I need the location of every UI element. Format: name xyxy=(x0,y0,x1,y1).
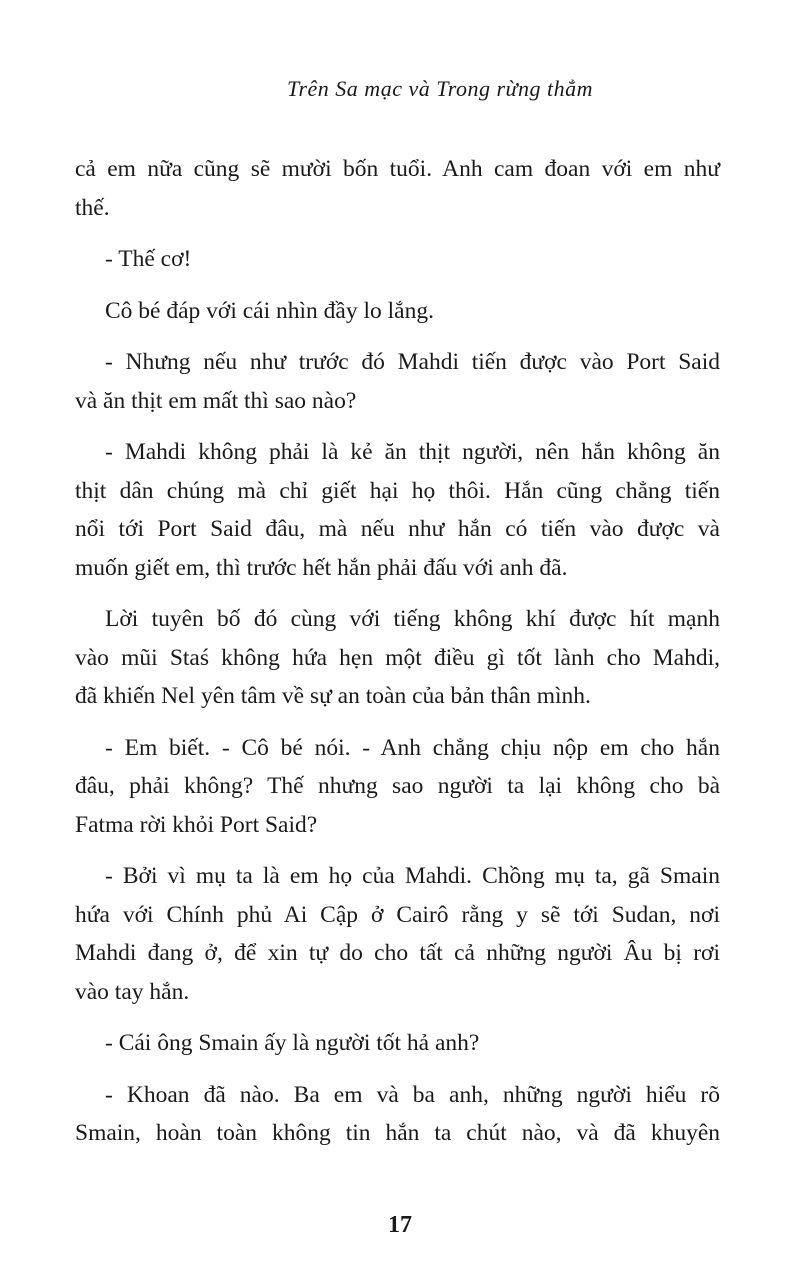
text-line: và ăn thịt em mất thì sao nào? xyxy=(75,387,357,414)
running-header: Trên Sa mạc và Trong rừng thẳm xyxy=(286,76,594,101)
text-line: - Cái ông Smain ấy là người tốt hả anh? xyxy=(105,1030,480,1056)
paragraph xyxy=(75,1024,720,1063)
text-line: muốn giết em, thì trước hết hắn phải đấu với anh đã. xyxy=(75,554,568,581)
paragraph xyxy=(75,1076,720,1153)
paragraph xyxy=(75,857,720,1011)
text-line: Fatma rời khỏi Port Said? xyxy=(75,811,318,838)
text-line: - Em biết. - Cô bé nói. - Anh chẳng chịu nộp em cho hắn xyxy=(105,734,720,761)
text-line: cả em nữa cũng sẽ mười bốn tuổi. Anh cam đoan với em như xyxy=(75,156,720,182)
text-line: vào mũi Staś không hứa hẹn một điều gì tốt lành cho Mahdi, xyxy=(75,644,720,671)
text-line: - Bởi vì mụ ta là em họ của Mahdi. Chồng mụ ta, gã Smain xyxy=(105,863,720,889)
text-line: Lời tuyên bố đó cùng với tiếng không khí được hít mạnh xyxy=(105,606,720,632)
text-line: hứa với Chính phủ Ai Cập ở Cairô rằng y sẽ tới Sudan, nơi xyxy=(75,901,720,928)
text-line: đâu, phải không? Thế nhưng sao người ta lại không cho bà xyxy=(75,773,720,799)
page-number: 17 xyxy=(388,1212,412,1238)
text-line: thịt dân chúng mà chỉ giết hại họ thôi. Hắn cũng chẳng tiến xyxy=(75,477,720,504)
text-line: - Mahdi không phải là kẻ ăn thịt người, nên hắn không ăn xyxy=(105,439,720,465)
text-line: Cô bé đáp với cái nhìn đầy lo lắng. xyxy=(105,297,434,324)
text-line: - Khoan đã nào. Ba em và ba anh, những người hiểu rõ xyxy=(105,1081,720,1108)
text-line: thế. xyxy=(75,194,110,221)
text-line: vào tay hắn. xyxy=(75,978,190,1005)
paragraph xyxy=(75,433,720,587)
text-line: Mahdi đang ở, để xin tự do cho tất cả những người Âu bị rơi xyxy=(75,940,720,966)
paragraph xyxy=(75,292,720,331)
text-line: - Nhưng nếu như trước đó Mahdi tiến được vào Port Said xyxy=(105,349,720,375)
paragraph xyxy=(75,343,720,420)
paragraph xyxy=(75,600,720,716)
text-line: Smain, hoàn toàn không tin hắn ta chút nào, và đã khuyên xyxy=(75,1120,720,1146)
paragraph xyxy=(75,240,720,279)
text-line: nổi tới Port Said đâu, mà nếu như hắn có tiến vào được và xyxy=(75,516,720,542)
paragraph xyxy=(75,150,720,227)
text-line: - Thế cơ! xyxy=(105,246,192,272)
page-body xyxy=(75,150,720,1166)
text-line: đã khiến Nel yên tâm về sự an toàn của bản thân mình. xyxy=(75,683,591,709)
paragraph xyxy=(75,729,720,845)
